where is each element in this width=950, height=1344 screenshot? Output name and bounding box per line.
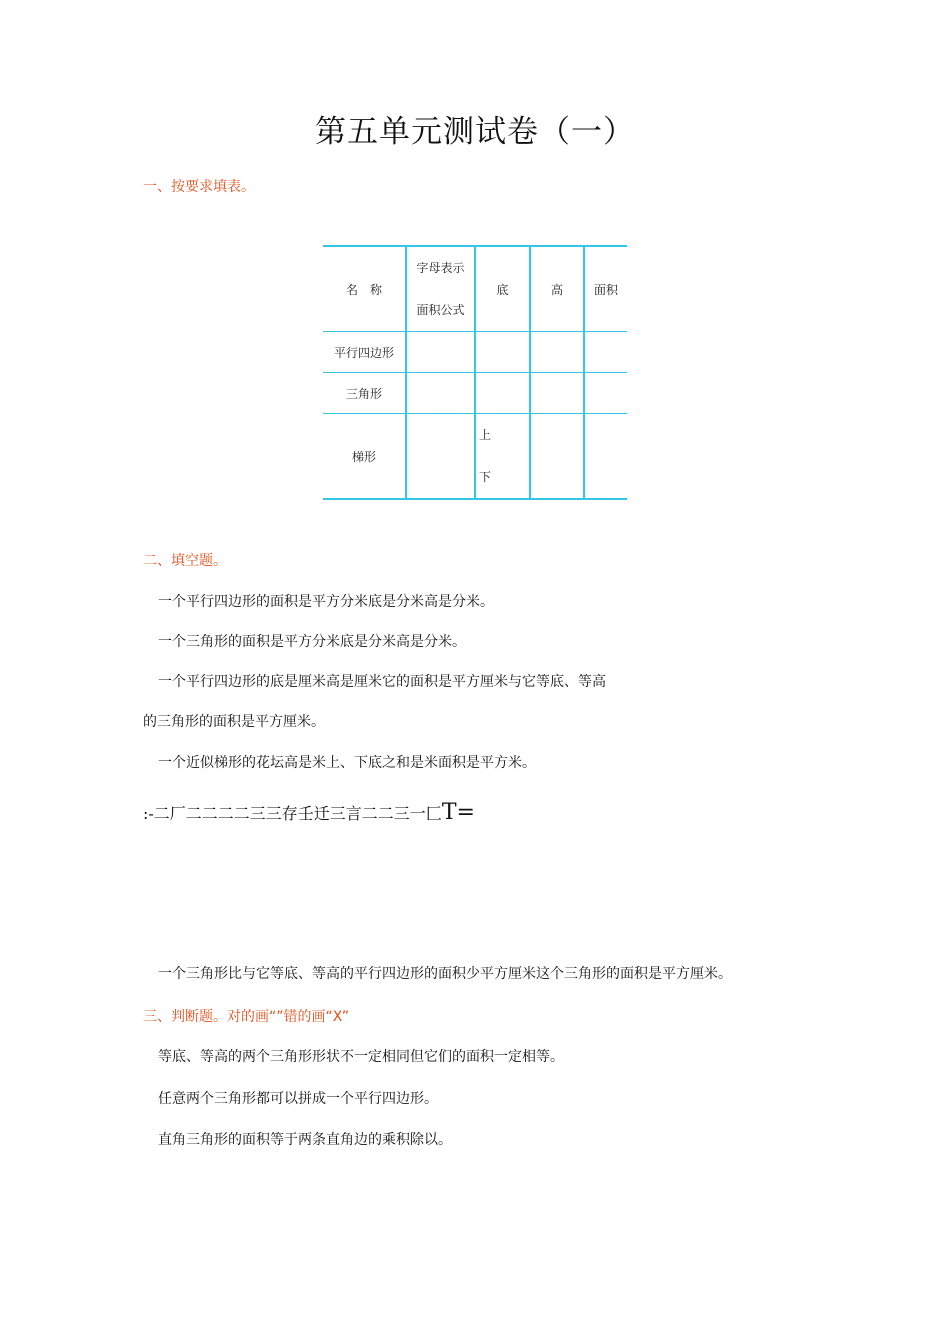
trapezoid-base-cell[interactable]: [475, 414, 530, 500]
fill-blank-question-2: 一个三角形的面积是平方分米底是分米高是分米。: [158, 634, 466, 650]
cell-blank[interactable]: [530, 373, 584, 414]
fill-blank-question-1: 一个平行四边形的面积是平方分米底是分米高是分米。: [158, 594, 494, 610]
page-title: 第五单元测试卷（一）: [315, 114, 635, 150]
header-formula-line2: 面积公式: [416, 303, 465, 317]
cell-blank[interactable]: [406, 414, 475, 500]
cell-blank[interactable]: [530, 414, 584, 500]
header-formula-line1: 字母表示: [416, 261, 465, 275]
garbled-text-big: T=: [441, 800, 475, 825]
fill-in-table: [323, 245, 627, 500]
header-height: 高: [530, 246, 584, 332]
fill-blank-question-3-part1: 一个平行四边形的底是厘米高是厘米它的面积是平方厘米与它等底、等高: [158, 674, 606, 690]
cell-blank[interactable]: [584, 373, 627, 414]
cell-blank[interactable]: [530, 332, 584, 373]
header-formula: [406, 246, 475, 332]
judge-question-3: 直角三角形的面积等于两条直角边的乘积除以。: [158, 1132, 452, 1148]
header-area: 面积: [584, 246, 627, 332]
cell-blank[interactable]: [406, 373, 475, 414]
section-heading-fill-table: 一、按要求填表。: [143, 179, 255, 195]
fill-blank-question-5: 一个三角形比与它等底、等高的平行四边形的面积少平方厘米这个三角形的面积是平方厘米。: [158, 966, 732, 982]
fill-blank-question-3-part2: 的三角形的面积是平方厘米。: [143, 714, 325, 730]
cell-blank[interactable]: [406, 332, 475, 373]
header-name: 名 称: [323, 246, 406, 332]
fill-blank-question-4: 一个近似梯形的花坛高是米上、下底之和是米面积是平方米。: [158, 755, 536, 771]
cell-blank[interactable]: [584, 414, 627, 500]
section-heading-fill-blank: 二、填空题。: [143, 553, 227, 569]
row-triangle-name: 三角形: [323, 373, 406, 414]
judge-question-1: 等底、等高的两个三角形形状不一定相同但它们的面积一定相等。: [158, 1049, 564, 1065]
cell-blank[interactable]: [475, 373, 530, 414]
row-parallelogram-name: 平行四边形: [323, 332, 406, 373]
judge-question-2: 任意两个三角形都可以拼成一个平行四边形。: [158, 1091, 438, 1107]
garbled-text-small: :-二厂二二二二三三存壬迁三言二二三一匚: [143, 804, 442, 823]
cell-blank[interactable]: [584, 332, 627, 373]
cell-blank[interactable]: [475, 332, 530, 373]
trapezoid-base-upper: 上: [479, 428, 492, 442]
garbled-text-line: [143, 800, 475, 825]
trapezoid-base-lower: 下: [479, 470, 492, 484]
header-base: 底: [475, 246, 530, 332]
section-heading-judge: 三、判断题。对的画“”错的画“X”: [143, 1009, 350, 1025]
row-trapezoid-name: 梯形: [323, 414, 406, 500]
